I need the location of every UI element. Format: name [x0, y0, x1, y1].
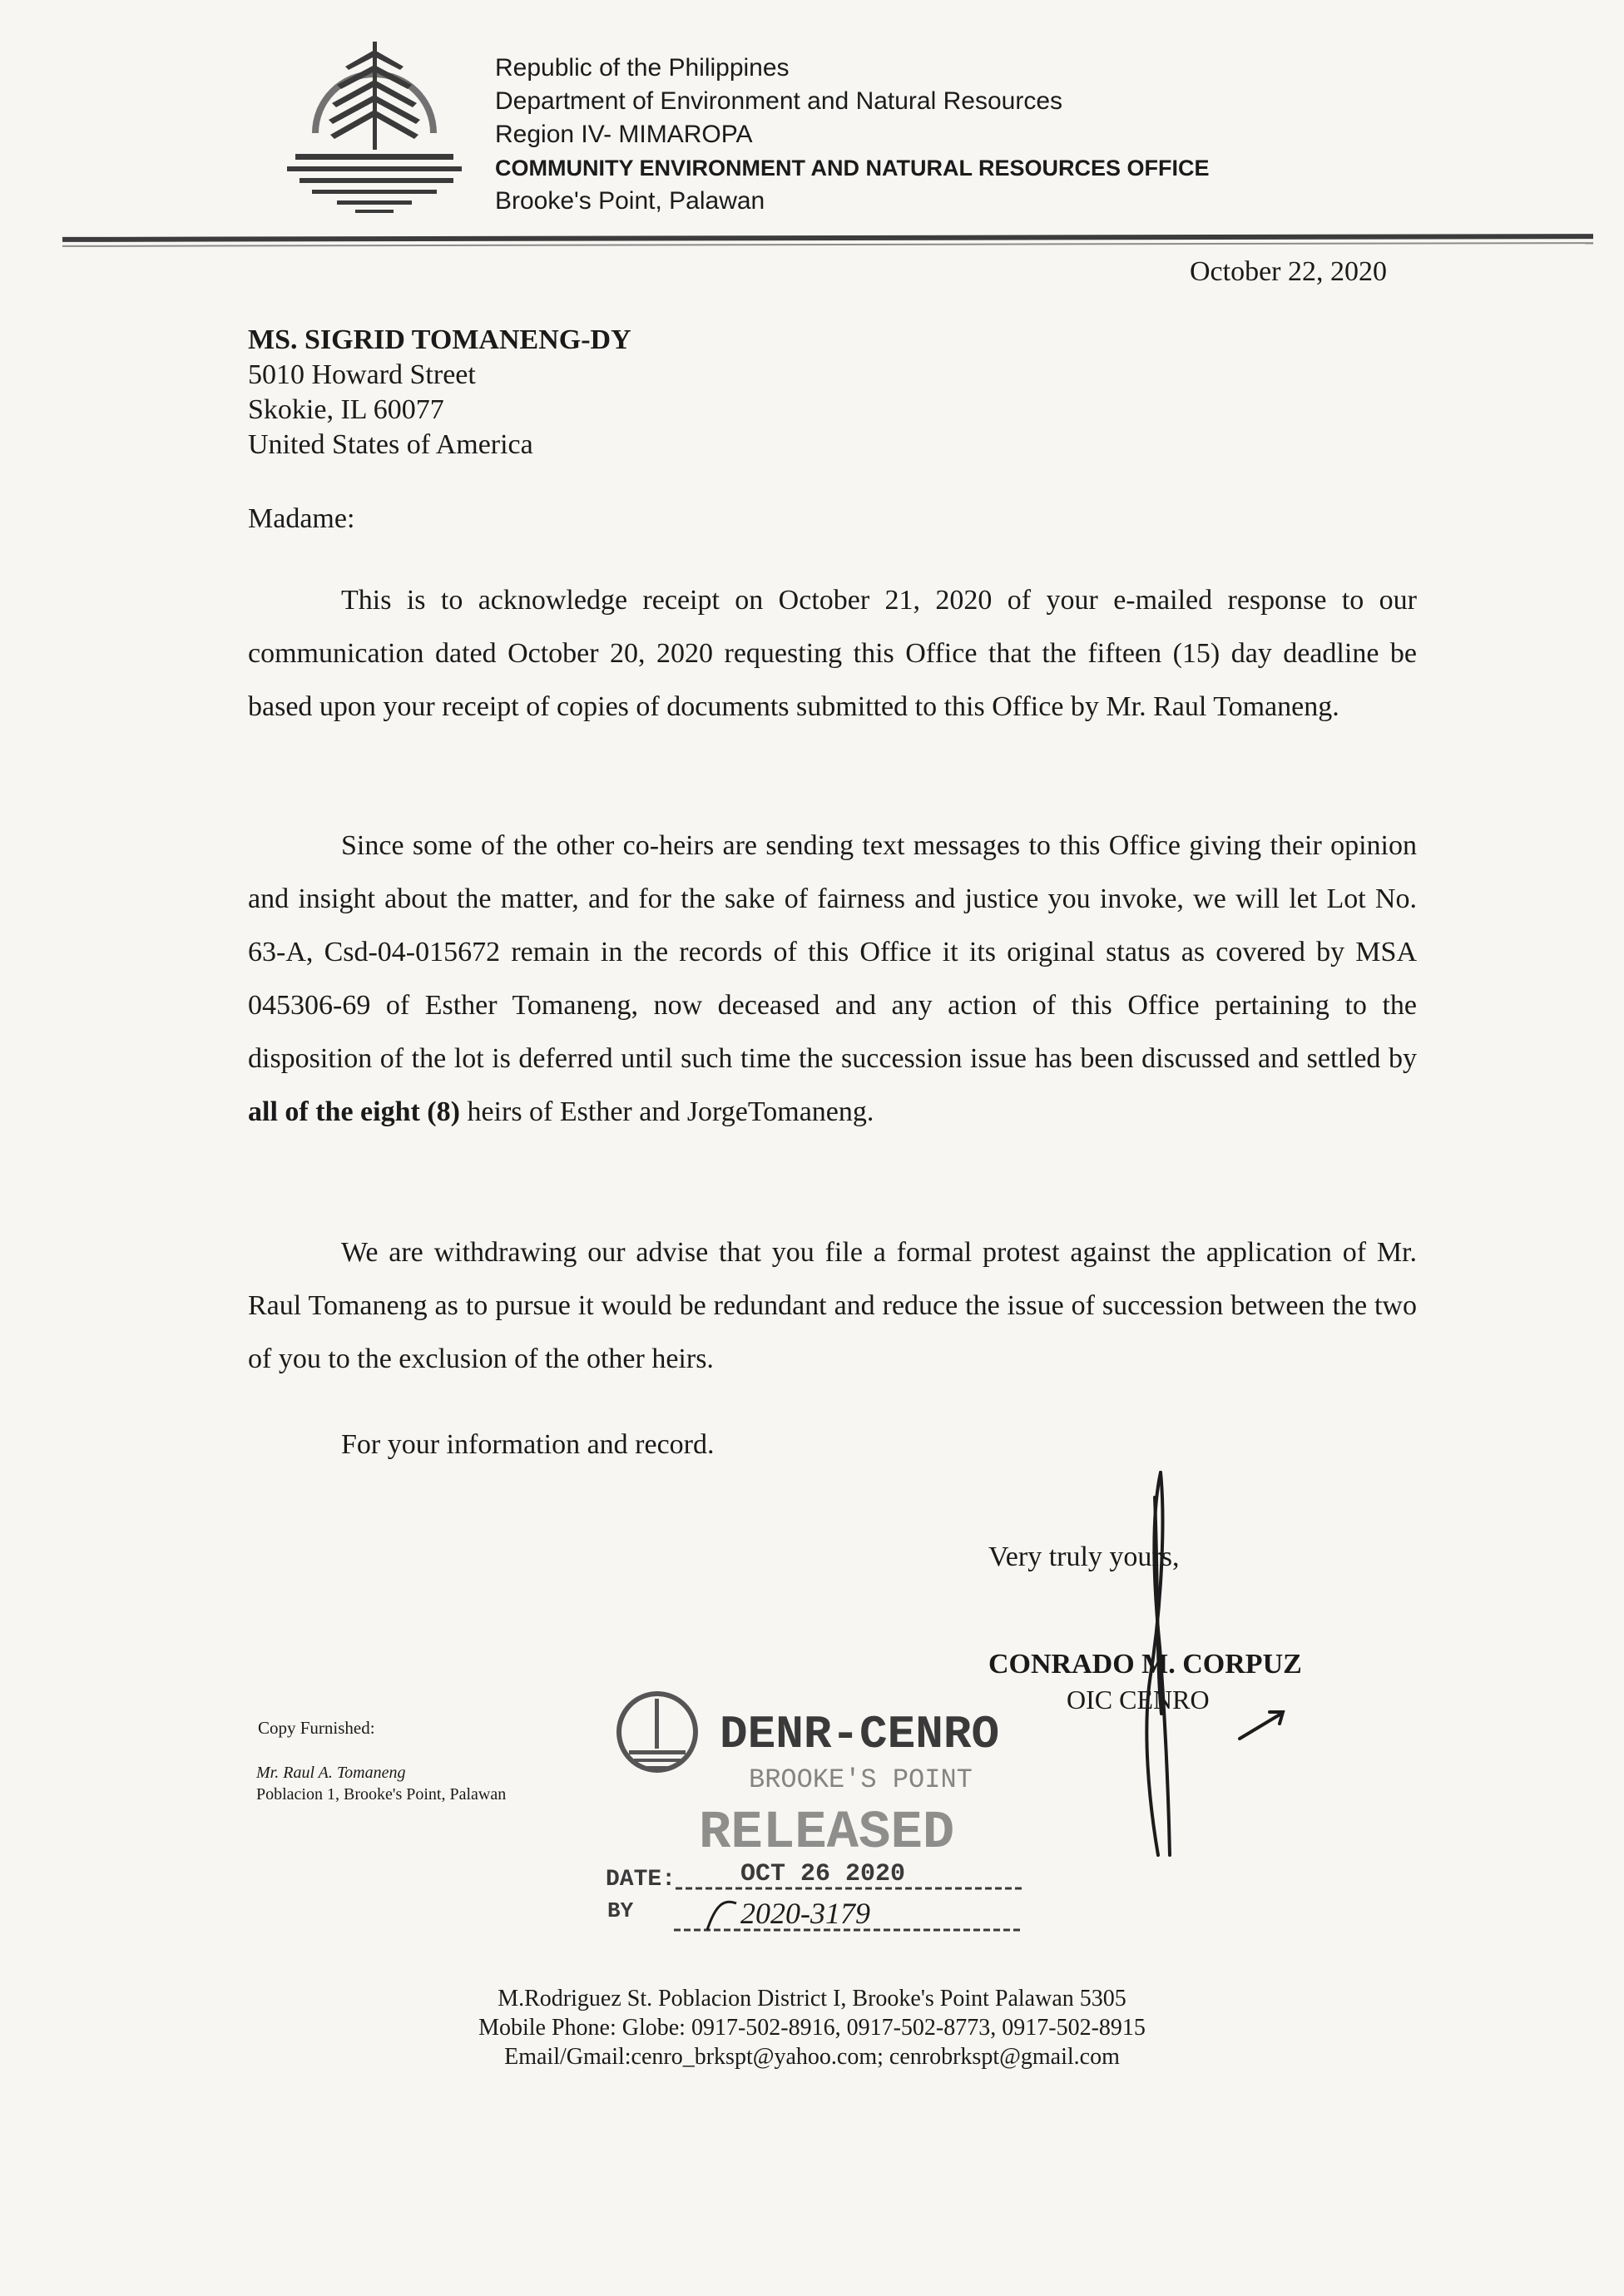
letter-date: October 22, 2020 [1190, 256, 1388, 287]
agency-header [495, 52, 1210, 218]
recipient-street: 5010 Howard Street [248, 359, 476, 390]
paragraph-acknowledgement: This is to acknowledge receipt on October 21, 2020 of your e-mailed response to our communication dated October 20, 2020 requesting this Office that the fifteen (15) day deadline be based upon your receipt of copies of documents submitted to this Office by Mr. Raul Tomaneng. [248, 585, 1417, 722]
salutation: Madame: [248, 503, 355, 534]
recipient-address [248, 323, 631, 463]
stamp-date-label: DATE: [606, 1867, 676, 1893]
footer-email: Email/Gmail:cenro_brkspt@yahoo.com; cenrobrkspt@gmail.com [504, 2044, 1120, 2070]
copy-furnished-name: Mr. Raul A. Tomaneng [256, 1764, 406, 1782]
stamp-date-value: OCT 26 2020 [740, 1860, 906, 1888]
stamp-office: DENR-CENRO [720, 1708, 1000, 1761]
agency-line-republic: Republic of the Philippines [495, 54, 790, 82]
stamp-handwritten-ref: 2020-3179 [740, 1897, 870, 1930]
paragraph-lot-status-text: Since some of the other co-heirs are sending text messages to this Office giving their opinion and insight about the matter, and for the sake of fairness and justice you invoke, we will let Lot No. 63-A, Csd-04-015672 remain in the records of this Office it its original status as covered by MSA 045306-69 of Esther Tomaneng, now deceased and any action of this Office pertaining to the disposition of the lot is deferred until such time the succession issue has been discussed and settled by [248, 830, 1417, 1074]
paragraph-information: For your information and record. [341, 1429, 715, 1460]
footer-address: M.Rodriguez St. Poblacion District I, Brooke's Point Palawan 5305 [498, 1986, 1126, 2011]
denr-logo-icon [279, 33, 470, 225]
header-rule [62, 234, 1593, 242]
stamp-logo-icon [619, 1694, 696, 1770]
agency-line-location: Brooke's Point, Palawan [495, 187, 765, 215]
stamp-status: RELEASED [699, 1804, 955, 1863]
agency-line-office: COMMUNITY ENVIRONMENT AND NATURAL RESOURCES OFFICE [495, 156, 1210, 181]
closing: Very truly yours, [988, 1541, 1180, 1572]
stamp-location: BROOKE'S POINT [749, 1764, 973, 1795]
stamp-by-label: BY [607, 1898, 634, 1923]
paragraph-lot-status [248, 819, 1417, 1139]
released-stamp [599, 1680, 1048, 1947]
signer-name: CONRADO M. CORPUZ [988, 1649, 1302, 1680]
copy-furnished-label: Copy Furnished: [258, 1718, 375, 1738]
header-rule-thin [62, 242, 1593, 247]
handwritten-signature [1082, 1464, 1356, 1863]
office-footer [0, 1984, 1624, 2071]
recipient-country: United States of America [248, 429, 533, 460]
heirs-emphasis: all of the eight (8) [248, 1096, 460, 1127]
signer-title: OIC CENRO [1067, 1685, 1210, 1715]
footer-phone: Mobile Phone: Globe: 0917-502-8916, 0917-502-8773, 0917-502-8915 [478, 2015, 1146, 2041]
paragraph-lot-status-end: heirs of Esther and JorgeTomaneng. [459, 1096, 874, 1127]
paragraph-withdrawal: We are withdrawing our advise that you file a formal protest against the application of Mr. Raul Tomaneng as to pursue it would be redundant and reduce the issue of succession between the two of you to the exclusion of the other heirs. [248, 1237, 1417, 1374]
recipient-name: MS. SIGRID TOMANENG-DY [248, 324, 631, 355]
agency-line-department: Department of Environment and Natural Resources [495, 87, 1063, 115]
agency-line-region: Region IV- MIMAROPA [495, 121, 753, 148]
recipient-city: Skokie, IL 60077 [248, 394, 444, 425]
copy-furnished-address: Poblacion 1, Brooke's Point, Palawan [256, 1785, 507, 1804]
